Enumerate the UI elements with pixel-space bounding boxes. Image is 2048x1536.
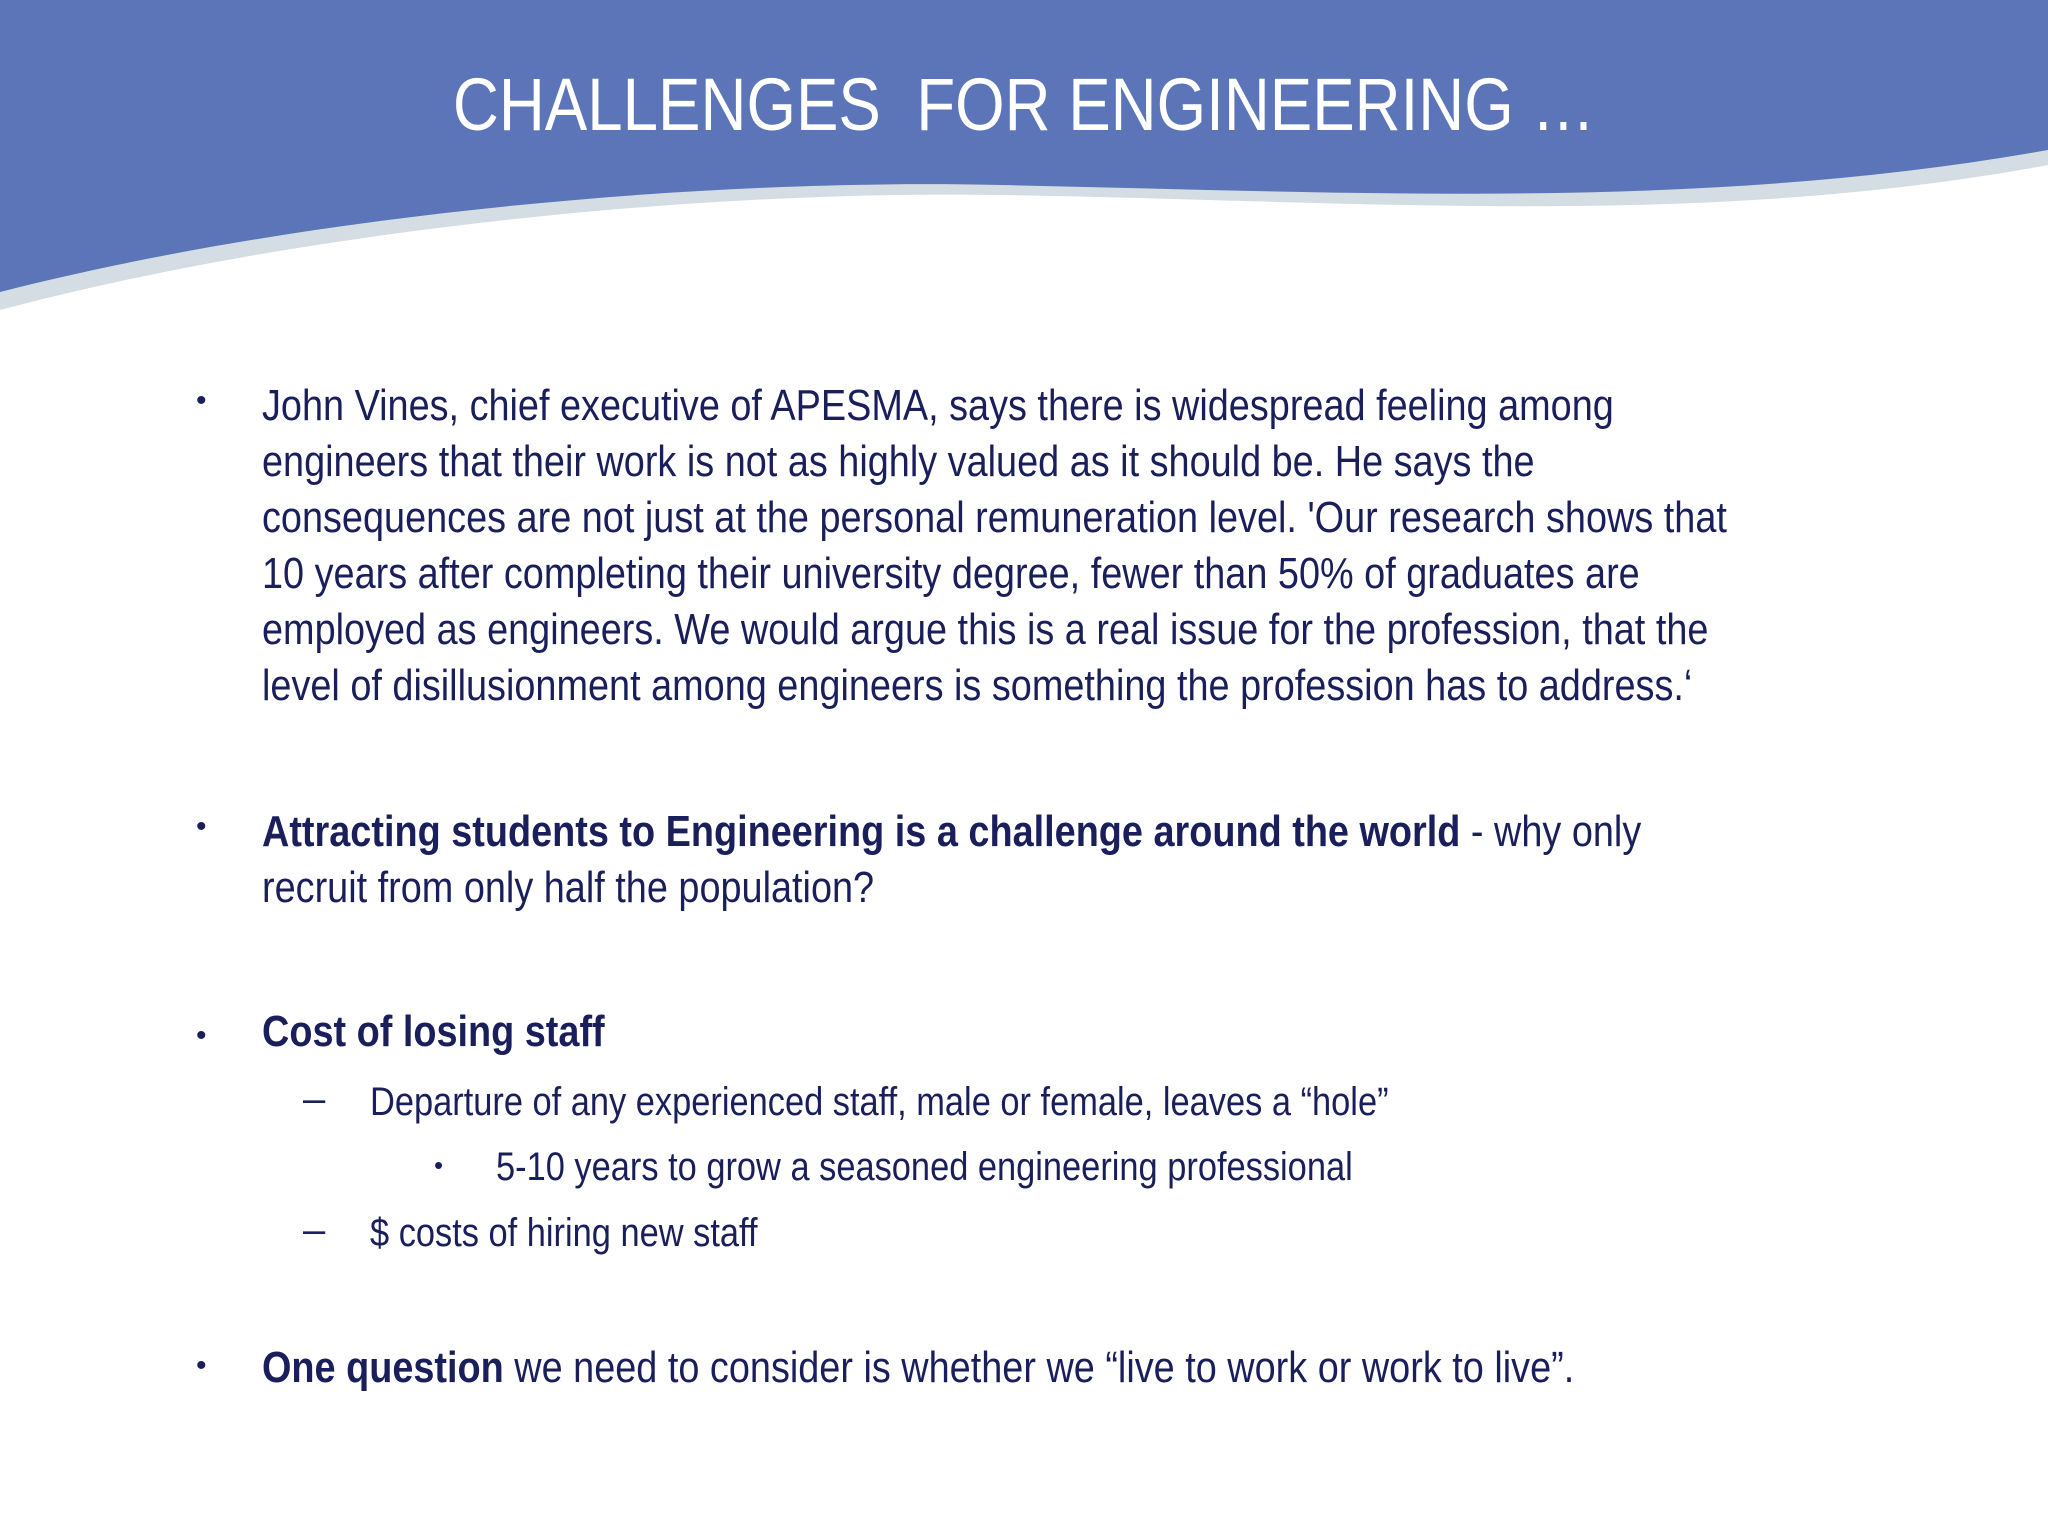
bullet-4-rest-text: we need to consider is whether we “live to work or work to live”. <box>503 1343 1575 1392</box>
bullet-2-line-2: recruit from only half the population? <box>262 863 875 912</box>
bullet-4-paragraph <box>262 1340 1574 1396</box>
bullet-3-bold-text: Cost of losing staff <box>262 1007 605 1056</box>
slide-title: CHALLENGES FOR ENGINEERING … <box>452 63 1596 146</box>
bullet-4-bold-text: One question <box>262 1343 504 1392</box>
bullet-1-line: employed as engineers. We would argue this is a real issue for the profession, that the <box>262 605 1709 654</box>
sub-item-1-text: Departure of any experienced staff, male or female, leaves a “hole” <box>370 1080 1389 1124</box>
sub-item-2-text: $ costs of hiring new staff <box>370 1211 758 1255</box>
bullet-2-bold-text: Attracting students to Engineering is a challenge around the world <box>262 807 1461 856</box>
bullet-glyph: • <box>434 1150 444 1180</box>
bullet-glyph: • <box>196 1019 207 1052</box>
bullet-1-line: John Vines, chief executive of APESMA, says there is widespread feeling among <box>262 381 1614 430</box>
bullet-2-paragraph <box>262 804 1641 916</box>
bullet-3-heading <box>262 1004 605 1060</box>
sub-sub-item-1-text: 5-10 years to grow a seasoned engineering professional <box>496 1145 1353 1189</box>
bullet-glyph: • <box>196 384 207 417</box>
bullet-glyph: • <box>196 810 207 843</box>
bullet-2-rest-text: - why only <box>1460 807 1642 856</box>
bullet-1-paragraph <box>262 378 1727 714</box>
bullet-1-line: 10 years after completing their university degree, fewer than 50% of graduates are <box>262 549 1640 598</box>
bullet-1-line: engineers that their work is not as highly valued as it should be. He says the <box>262 437 1535 486</box>
bullet-1-line: level of disillusionment among engineers is something the profession has to address.‘ <box>262 661 1693 710</box>
dash-glyph: – <box>303 1077 326 1121</box>
bullet-glyph: • <box>196 1349 207 1382</box>
dash-glyph: – <box>303 1208 326 1252</box>
bullet-1-line: consequences are not just at the personal remuneration level. 'Our research shows that <box>262 493 1727 542</box>
bullet-2-line-1 <box>262 804 1641 860</box>
